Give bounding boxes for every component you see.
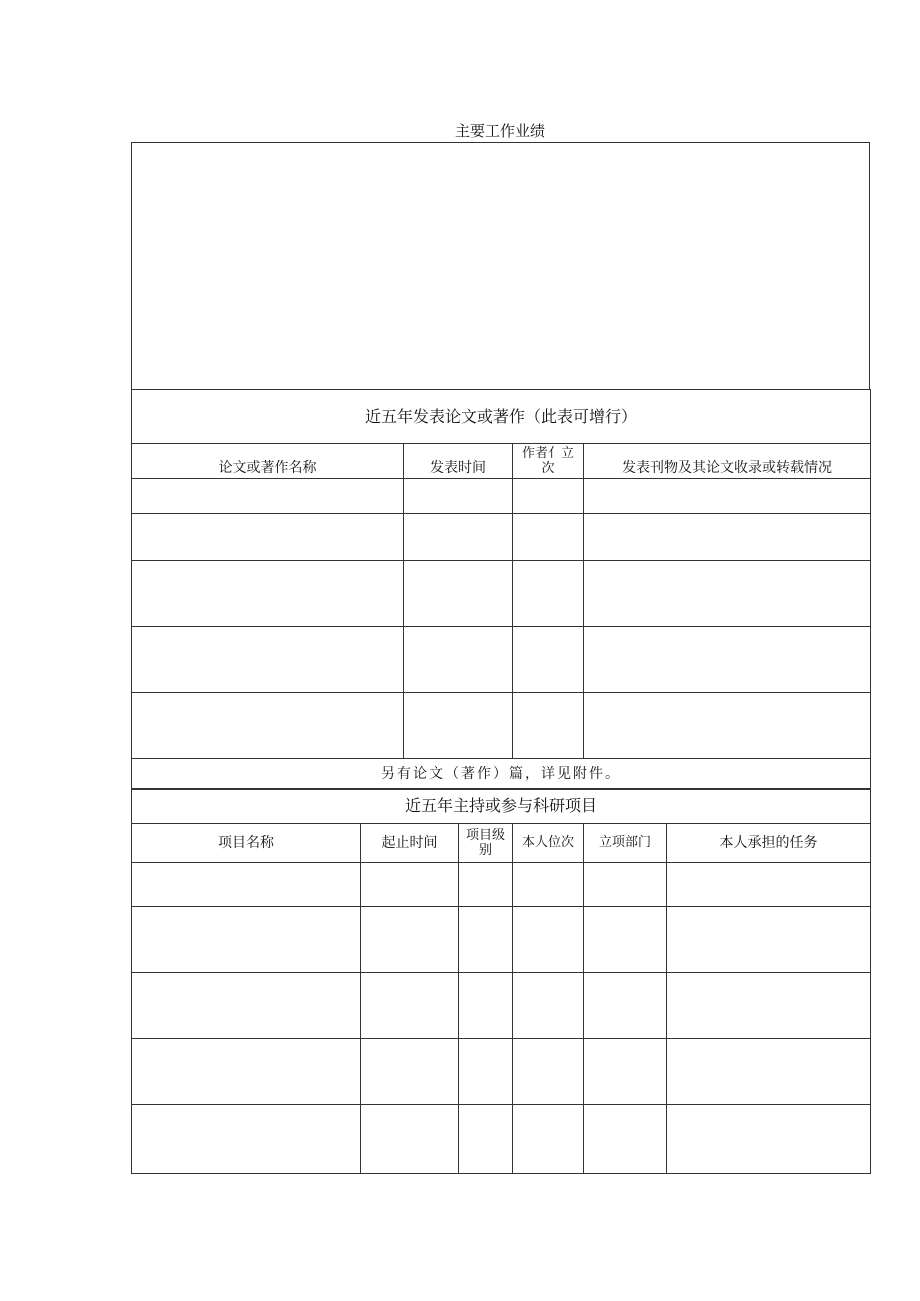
- table-cell[interactable]: [404, 627, 513, 693]
- table-cell[interactable]: [584, 514, 871, 561]
- table-row: [132, 561, 871, 627]
- table-cell[interactable]: [513, 627, 584, 693]
- table-cell[interactable]: [404, 479, 513, 514]
- achievements-box: [131, 142, 870, 390]
- projects-col-task: 本人承担的任务: [667, 824, 871, 863]
- table-row: [132, 973, 871, 1039]
- table-cell[interactable]: [584, 561, 871, 627]
- projects-col-name: 项目名称: [132, 824, 361, 863]
- table-cell[interactable]: [584, 693, 871, 759]
- table-cell[interactable]: [459, 907, 513, 973]
- table-row: [132, 693, 871, 759]
- table-cell[interactable]: [404, 561, 513, 627]
- table-cell[interactable]: [584, 907, 667, 973]
- projects-col-period: 起止时间: [361, 824, 459, 863]
- table-cell[interactable]: [513, 907, 584, 973]
- papers-col-journal: 发表刊物及其论文收录或转载情况: [584, 444, 871, 479]
- table-row: [132, 1105, 871, 1174]
- achievements-content-cell[interactable]: [132, 143, 870, 390]
- table-cell[interactable]: [513, 561, 584, 627]
- table-cell[interactable]: [132, 1105, 361, 1174]
- table-cell[interactable]: [513, 863, 584, 907]
- page-title: 主要工作业绩: [454, 122, 545, 140]
- table-cell[interactable]: [459, 863, 513, 907]
- table-cell[interactable]: [584, 627, 871, 693]
- table-row: [132, 907, 871, 973]
- table-cell[interactable]: [132, 973, 361, 1039]
- table-cell[interactable]: [404, 514, 513, 561]
- papers-table: [131, 389, 871, 790]
- table-cell[interactable]: [132, 627, 404, 693]
- table-cell[interactable]: [513, 973, 584, 1039]
- table-row: [132, 1039, 871, 1105]
- table-row: [132, 514, 871, 561]
- papers-section-heading: 近五年发表论文或著作（此表可增行）: [132, 390, 871, 444]
- table-row: [132, 863, 871, 907]
- table-cell[interactable]: [132, 863, 361, 907]
- table-cell[interactable]: [361, 1105, 459, 1174]
- table-cell[interactable]: [132, 479, 404, 514]
- table-cell[interactable]: [513, 514, 584, 561]
- table-row: [132, 479, 871, 514]
- projects-table: [131, 788, 871, 1174]
- papers-col-date: 发表时间: [404, 444, 513, 479]
- table-cell[interactable]: [667, 1039, 871, 1105]
- table-cell[interactable]: [513, 479, 584, 514]
- table-cell[interactable]: [584, 973, 667, 1039]
- table-cell[interactable]: [132, 561, 404, 627]
- papers-attachment-note: 另有论文（著作）篇，详见附件。: [132, 759, 871, 790]
- table-cell[interactable]: [459, 1105, 513, 1174]
- projects-col-rank: 本人位次: [513, 824, 584, 863]
- papers-col-author-rank: 作者亻立 次: [513, 444, 584, 479]
- table-cell[interactable]: [132, 1039, 361, 1105]
- table-cell[interactable]: [667, 863, 871, 907]
- table-cell[interactable]: [513, 1105, 584, 1174]
- table-cell[interactable]: [404, 693, 513, 759]
- table-cell[interactable]: [513, 693, 584, 759]
- table-cell[interactable]: [667, 907, 871, 973]
- table-cell[interactable]: [667, 973, 871, 1039]
- table-cell[interactable]: [584, 1039, 667, 1105]
- table-cell[interactable]: [132, 514, 404, 561]
- projects-col-level: 项目级 别: [459, 824, 513, 863]
- table-cell[interactable]: [132, 693, 404, 759]
- table-cell[interactable]: [459, 1039, 513, 1105]
- table-cell[interactable]: [584, 863, 667, 907]
- table-cell[interactable]: [361, 863, 459, 907]
- table-cell[interactable]: [459, 973, 513, 1039]
- table-cell[interactable]: [513, 1039, 584, 1105]
- table-cell[interactable]: [667, 1105, 871, 1174]
- table-cell[interactable]: [132, 907, 361, 973]
- table-row: [132, 627, 871, 693]
- projects-section-heading: 近五年主持或参与科研项目: [132, 789, 871, 824]
- projects-col-department: 立项部门: [584, 824, 667, 863]
- papers-col-name: 论文或著作名称: [132, 444, 404, 479]
- table-cell[interactable]: [361, 907, 459, 973]
- table-cell[interactable]: [584, 1105, 667, 1174]
- table-cell[interactable]: [361, 973, 459, 1039]
- table-cell[interactable]: [584, 479, 871, 514]
- table-cell[interactable]: [361, 1039, 459, 1105]
